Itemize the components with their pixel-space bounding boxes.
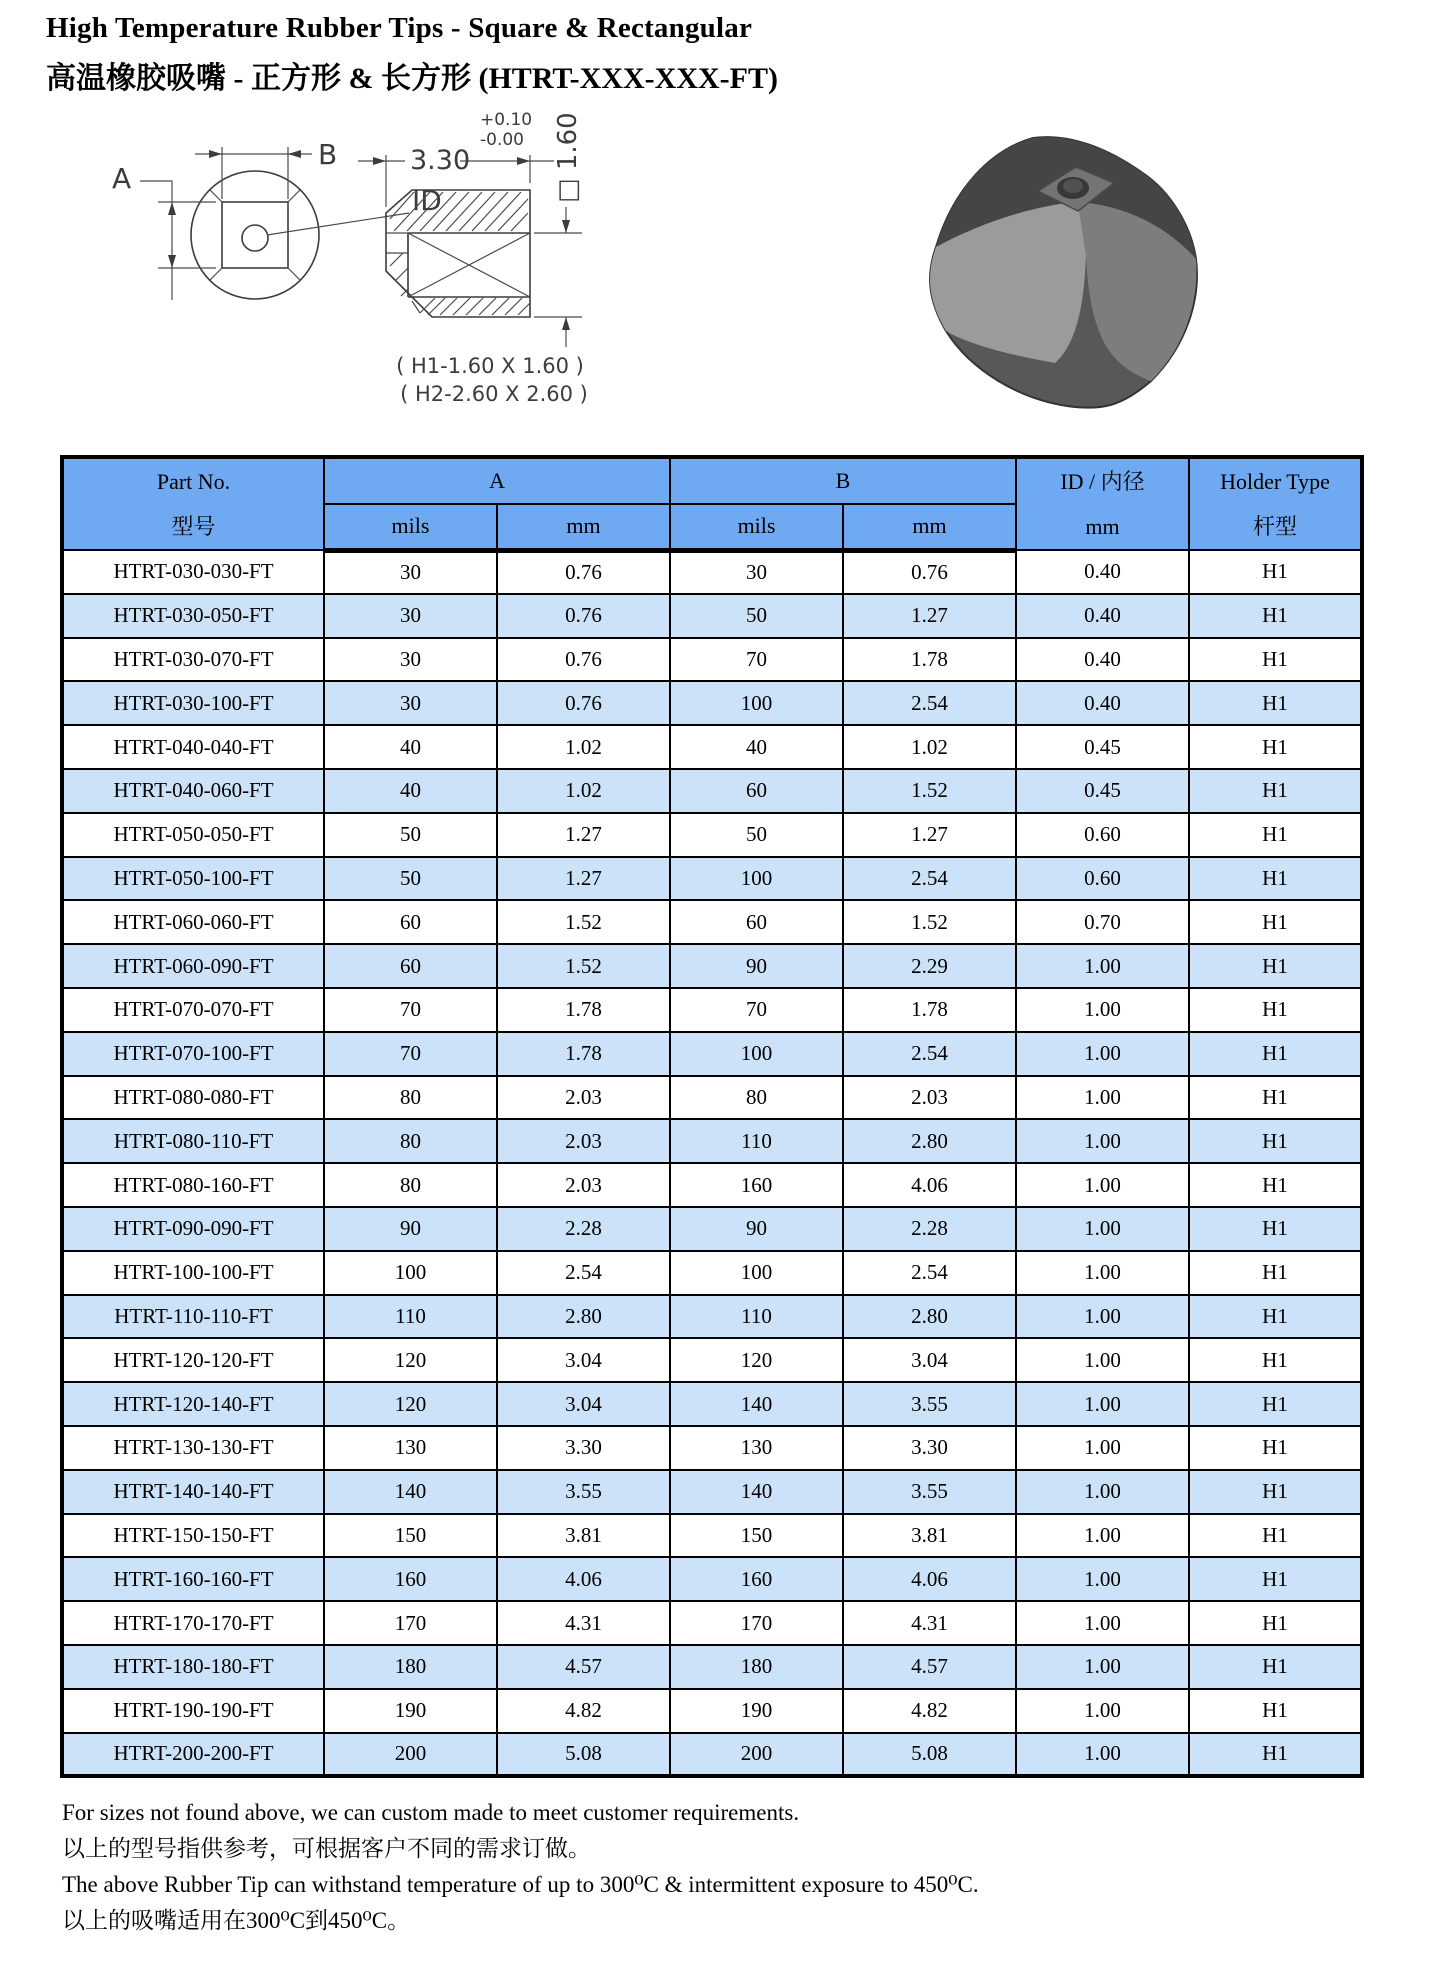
table-cell: 130: [324, 1426, 497, 1470]
table-cell: HTRT-040-040-FT: [62, 725, 324, 769]
footnote-custom-zh: 以上的型号指供参考，可根据客户不同的需求订做。: [62, 1836, 591, 1861]
table-cell: 1.52: [497, 900, 670, 944]
table-cell: 80: [324, 1076, 497, 1120]
table-cell: 30: [324, 681, 497, 725]
page-title-zh: 高温橡胶吸嘴 - 正方形 & 长方形 (HTRT-XXX-XXX-FT): [46, 62, 778, 95]
table-cell: 3.04: [497, 1382, 670, 1426]
dim-label-a: A: [112, 162, 132, 195]
table-cell: 50: [670, 594, 843, 638]
table-cell: 3.55: [843, 1470, 1016, 1514]
table-cell: 180: [324, 1645, 497, 1689]
table-cell: HTRT-070-070-FT: [62, 988, 324, 1032]
table-cell: 50: [670, 813, 843, 857]
table-cell: 30: [324, 594, 497, 638]
table-cell: 80: [670, 1076, 843, 1120]
table-cell: 140: [324, 1470, 497, 1514]
dim-square-value: □ 1.60: [553, 112, 583, 203]
table-cell: 2.03: [497, 1163, 670, 1207]
table-row: [62, 944, 1362, 988]
table-cell: 4.06: [497, 1557, 670, 1601]
table-cell: H1: [1189, 813, 1362, 857]
table-cell: 0.76: [497, 594, 670, 638]
table-cell: 1.00: [1016, 1076, 1189, 1120]
table-cell: 1.02: [843, 725, 1016, 769]
table-cell: 3.04: [843, 1338, 1016, 1382]
table-cell: 1.00: [1016, 1338, 1189, 1382]
table-cell: 0.76: [843, 550, 1016, 594]
table-cell: 30: [324, 550, 497, 594]
table-cell: 150: [324, 1514, 497, 1558]
table-cell: 90: [324, 1207, 497, 1251]
table-cell: 1.27: [497, 857, 670, 901]
table-cell: 2.54: [497, 1251, 670, 1295]
table-row: [62, 550, 1362, 594]
footnote-custom-en: For sizes not found above, we can custom made to meet customer requirements.: [62, 1800, 800, 1825]
table-cell: H1: [1189, 1557, 1362, 1601]
table-cell: H1: [1189, 1514, 1362, 1558]
table-cell: 0.45: [1016, 769, 1189, 813]
table-row: [62, 1032, 1362, 1076]
table-cell: 1.27: [843, 594, 1016, 638]
table-cell: H1: [1189, 1032, 1362, 1076]
table-cell: 50: [324, 857, 497, 901]
table-cell: 1.00: [1016, 1689, 1189, 1733]
parts-table: [60, 455, 1364, 1778]
table-cell: 1.27: [497, 813, 670, 857]
table-cell: 60: [324, 900, 497, 944]
table-cell: 2.54: [843, 681, 1016, 725]
table-cell: 2.80: [843, 1119, 1016, 1163]
table-cell: 5.08: [497, 1733, 670, 1777]
table-cell: H1: [1189, 944, 1362, 988]
table-cell: 1.02: [497, 725, 670, 769]
table-row: [62, 1733, 1362, 1777]
table-cell: HTRT-130-130-FT: [62, 1426, 324, 1470]
tolerance-minus: -0.00: [480, 130, 524, 150]
table-cell: 1.00: [1016, 1601, 1189, 1645]
table-cell: HTRT-080-110-FT: [62, 1119, 324, 1163]
table-cell: H1: [1189, 681, 1362, 725]
table-cell: 180: [670, 1645, 843, 1689]
table-cell: 0.40: [1016, 594, 1189, 638]
table-cell: H1: [1189, 1295, 1362, 1339]
table-cell: 200: [324, 1733, 497, 1777]
table-row: [62, 594, 1362, 638]
table-cell: 0.76: [497, 681, 670, 725]
footnote-temp-zh: 以上的吸嘴适用在300⁰C到450⁰C。: [62, 1908, 411, 1933]
table-cell: HTRT-160-160-FT: [62, 1557, 324, 1601]
table-cell: H1: [1189, 594, 1362, 638]
table-cell: HTRT-120-120-FT: [62, 1338, 324, 1382]
table-cell: H1: [1189, 1119, 1362, 1163]
table-cell: H1: [1189, 1251, 1362, 1295]
table-cell: 1.27: [843, 813, 1016, 857]
table-cell: 50: [324, 813, 497, 857]
table-row: [62, 1470, 1362, 1514]
table-cell: 1.00: [1016, 1207, 1189, 1251]
table-cell: 1.02: [497, 769, 670, 813]
table-cell: H1: [1189, 1207, 1362, 1251]
table-cell: 1.00: [1016, 1382, 1189, 1426]
table-cell: HTRT-030-070-FT: [62, 638, 324, 682]
table-row: [62, 1338, 1362, 1382]
table-cell: HTRT-110-110-FT: [62, 1295, 324, 1339]
front-view: [112, 138, 442, 300]
table-row: [62, 1426, 1362, 1470]
table-cell: HTRT-050-050-FT: [62, 813, 324, 857]
table-cell: 4.82: [497, 1689, 670, 1733]
table-cell: 140: [670, 1470, 843, 1514]
table-cell: 0.76: [497, 550, 670, 594]
table-cell: 2.54: [843, 1251, 1016, 1295]
technical-drawing: [60, 95, 840, 435]
table-cell: 2.80: [497, 1295, 670, 1339]
table-cell: 70: [324, 1032, 497, 1076]
table-cell: H1: [1189, 1426, 1362, 1470]
table-cell: HTRT-050-100-FT: [62, 857, 324, 901]
table-cell: 3.81: [843, 1514, 1016, 1558]
table-cell: 5.08: [843, 1733, 1016, 1777]
table-row: [62, 1251, 1362, 1295]
table-cell: HTRT-190-190-FT: [62, 1689, 324, 1733]
table-cell: 80: [324, 1163, 497, 1207]
table-cell: HTRT-120-140-FT: [62, 1382, 324, 1426]
table-cell: 1.00: [1016, 1514, 1189, 1558]
table-cell: 120: [670, 1338, 843, 1382]
table-cell: 4.82: [843, 1689, 1016, 1733]
table-cell: 2.54: [843, 1032, 1016, 1076]
table-row: [62, 769, 1362, 813]
table-cell: 40: [324, 725, 497, 769]
table-cell: 4.31: [843, 1601, 1016, 1645]
table-cell: 3.04: [497, 1338, 670, 1382]
header-a-mils: mils: [324, 504, 497, 551]
table-cell: HTRT-090-090-FT: [62, 1207, 324, 1251]
dim-label-id: ID: [412, 184, 442, 217]
table-cell: 2.54: [843, 857, 1016, 901]
table-cell: 1.52: [843, 900, 1016, 944]
table-row: [62, 1163, 1362, 1207]
table-cell: 110: [324, 1295, 497, 1339]
table-cell: 3.55: [843, 1382, 1016, 1426]
table-cell: H1: [1189, 1338, 1362, 1382]
table-cell: 70: [670, 988, 843, 1032]
table-cell: HTRT-100-100-FT: [62, 1251, 324, 1295]
table-cell: 3.30: [843, 1426, 1016, 1470]
table-cell: 1.00: [1016, 1645, 1189, 1689]
table-cell: 130: [670, 1426, 843, 1470]
table-cell: 150: [670, 1514, 843, 1558]
table-cell: 30: [324, 638, 497, 682]
table-cell: 100: [324, 1251, 497, 1295]
table-cell: H1: [1189, 638, 1362, 682]
table-cell: 140: [670, 1382, 843, 1426]
table-cell: 2.80: [843, 1295, 1016, 1339]
header-a-mm: mm: [497, 504, 670, 551]
table-cell: 0.76: [497, 638, 670, 682]
table-cell: 4.06: [843, 1557, 1016, 1601]
table-cell: 1.00: [1016, 1119, 1189, 1163]
table-cell: H1: [1189, 900, 1362, 944]
table-cell: 1.00: [1016, 1295, 1189, 1339]
table-cell: 170: [324, 1601, 497, 1645]
table-cell: 1.00: [1016, 1557, 1189, 1601]
table-row: [62, 1514, 1362, 1558]
table-cell: 120: [324, 1382, 497, 1426]
footnote-temp-en: The above Rubber Tip can withstand temperature of up to 300⁰C & intermittent exposure to 450⁰C.: [62, 1872, 979, 1897]
table-cell: 0.70: [1016, 900, 1189, 944]
table-row: [62, 1295, 1362, 1339]
table-cell: 60: [670, 900, 843, 944]
table-cell: HTRT-150-150-FT: [62, 1514, 324, 1558]
table-cell: HTRT-200-200-FT: [62, 1733, 324, 1777]
table-cell: 70: [670, 638, 843, 682]
table-cell: HTRT-030-050-FT: [62, 594, 324, 638]
table-cell: 100: [670, 857, 843, 901]
dim-label-b: B: [318, 138, 338, 171]
table-cell: 0.60: [1016, 813, 1189, 857]
table-cell: 160: [324, 1557, 497, 1601]
table-cell: H1: [1189, 988, 1362, 1032]
table-cell: HTRT-170-170-FT: [62, 1601, 324, 1645]
table-cell: 3.30: [497, 1426, 670, 1470]
table-cell: 160: [670, 1163, 843, 1207]
table-cell: H1: [1189, 1689, 1362, 1733]
table-cell: 1.00: [1016, 1470, 1189, 1514]
table-cell: 40: [670, 725, 843, 769]
table-cell: H1: [1189, 1601, 1362, 1645]
table-cell: 3.81: [497, 1514, 670, 1558]
table-cell: 110: [670, 1295, 843, 1339]
header-b-mils: mils: [670, 504, 843, 551]
table-row: [62, 638, 1362, 682]
holder-note-h1: ( H1-1.60 X 1.60 ): [396, 354, 584, 378]
table-cell: 4.31: [497, 1601, 670, 1645]
table-row: [62, 1557, 1362, 1601]
table-cell: 190: [670, 1689, 843, 1733]
table-cell: HTRT-070-100-FT: [62, 1032, 324, 1076]
table-cell: 0.40: [1016, 550, 1189, 594]
table-cell: 90: [670, 1207, 843, 1251]
table-cell: HTRT-080-160-FT: [62, 1163, 324, 1207]
table-cell: 4.57: [497, 1645, 670, 1689]
parts-table-header: [62, 457, 1362, 550]
table-cell: H1: [1189, 1076, 1362, 1120]
table-row: [62, 681, 1362, 725]
table-cell: 1.00: [1016, 1426, 1189, 1470]
table-cell: H1: [1189, 1163, 1362, 1207]
tip-square: [222, 202, 288, 268]
header-col-b: B: [670, 457, 1016, 504]
table-cell: 30: [670, 550, 843, 594]
table-cell: 1.78: [843, 988, 1016, 1032]
table-cell: 100: [670, 1251, 843, 1295]
header-holder-type: Holder Type 杆型: [1189, 457, 1362, 550]
header-b-mm: mm: [843, 504, 1016, 551]
holder-note-h2: ( H2-2.60 X 2.60 ): [400, 382, 588, 406]
table-cell: 4.06: [843, 1163, 1016, 1207]
table-cell: 2.28: [497, 1207, 670, 1251]
header-part-no: Part No. 型号: [62, 457, 324, 550]
table-cell: 0.40: [1016, 681, 1189, 725]
table-row: [62, 1119, 1362, 1163]
table-cell: 60: [670, 769, 843, 813]
table-row: [62, 988, 1362, 1032]
table-row: [62, 1645, 1362, 1689]
tip-3d-render: [870, 95, 1310, 425]
table-cell: HTRT-140-140-FT: [62, 1470, 324, 1514]
table-cell: HTRT-040-060-FT: [62, 769, 324, 813]
table-cell: 0.40: [1016, 638, 1189, 682]
table-cell: H1: [1189, 1733, 1362, 1777]
table-row: [62, 1382, 1362, 1426]
table-row: [62, 900, 1362, 944]
table-cell: 70: [324, 988, 497, 1032]
table-cell: 170: [670, 1601, 843, 1645]
table-row: [62, 1207, 1362, 1251]
table-cell: 1.00: [1016, 1163, 1189, 1207]
table-cell: 1.52: [497, 944, 670, 988]
table-cell: H1: [1189, 725, 1362, 769]
table-row: [62, 725, 1362, 769]
table-cell: 2.03: [843, 1076, 1016, 1120]
table-cell: 2.03: [497, 1119, 670, 1163]
table-cell: 2.28: [843, 1207, 1016, 1251]
table-cell: HTRT-030-030-FT: [62, 550, 324, 594]
parts-table-body: [62, 550, 1362, 1776]
table-cell: HTRT-030-100-FT: [62, 681, 324, 725]
table-cell: 40: [324, 769, 497, 813]
table-cell: H1: [1189, 550, 1362, 594]
table-cell: 120: [324, 1338, 497, 1382]
page-title-en: High Temperature Rubber Tips - Square & Rectangular: [46, 12, 753, 44]
header-col-a: A: [324, 457, 670, 504]
footnotes: [62, 1795, 1402, 1939]
table-cell: H1: [1189, 857, 1362, 901]
table-cell: H1: [1189, 769, 1362, 813]
table-cell: HTRT-180-180-FT: [62, 1645, 324, 1689]
table-cell: H1: [1189, 1645, 1362, 1689]
table-cell: 1.78: [843, 638, 1016, 682]
tolerance-plus: +0.10: [480, 110, 533, 130]
dim-width-value: 3.30: [410, 145, 471, 176]
header-id: ID / 内径 mm: [1016, 457, 1189, 550]
table-row: [62, 813, 1362, 857]
table-cell: HTRT-060-090-FT: [62, 944, 324, 988]
table-cell: 110: [670, 1119, 843, 1163]
table-row: [62, 1601, 1362, 1645]
table-cell: 1.00: [1016, 1733, 1189, 1777]
section-view: [358, 110, 583, 347]
table-cell: 2.29: [843, 944, 1016, 988]
tip-hole: [242, 225, 268, 251]
table-cell: 3.55: [497, 1470, 670, 1514]
table-row: [62, 1689, 1362, 1733]
table-cell: 80: [324, 1119, 497, 1163]
table-cell: 2.03: [497, 1076, 670, 1120]
table-cell: 1.52: [843, 769, 1016, 813]
table-cell: 1.00: [1016, 988, 1189, 1032]
table-cell: 0.60: [1016, 857, 1189, 901]
table-row: [62, 857, 1362, 901]
table-cell: 1.78: [497, 1032, 670, 1076]
table-cell: 1.00: [1016, 1251, 1189, 1295]
table-cell: 190: [324, 1689, 497, 1733]
table-cell: 90: [670, 944, 843, 988]
table-cell: 1.00: [1016, 944, 1189, 988]
table-cell: 1.78: [497, 988, 670, 1032]
table-cell: 100: [670, 681, 843, 725]
table-cell: 1.00: [1016, 1032, 1189, 1076]
tip-3d-body: [930, 137, 1197, 408]
table-cell: 200: [670, 1733, 843, 1777]
title-block: [46, 12, 778, 97]
table-row: [62, 1076, 1362, 1120]
table-cell: 100: [670, 1032, 843, 1076]
table-cell: 0.45: [1016, 725, 1189, 769]
table-cell: 60: [324, 944, 497, 988]
table-cell: HTRT-060-060-FT: [62, 900, 324, 944]
table-cell: HTRT-080-080-FT: [62, 1076, 324, 1120]
table-cell: 160: [670, 1557, 843, 1601]
table-cell: H1: [1189, 1382, 1362, 1426]
table-cell: H1: [1189, 1470, 1362, 1514]
table-cell: 4.57: [843, 1645, 1016, 1689]
